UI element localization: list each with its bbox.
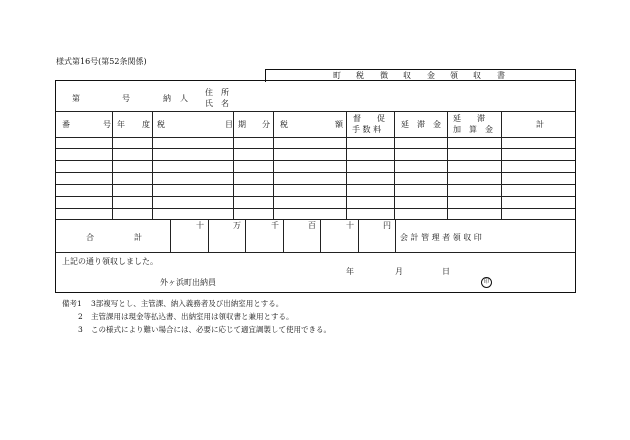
column-line — [208, 219, 209, 252]
date-month: 月 — [395, 267, 403, 276]
date-day: 日 — [442, 267, 450, 276]
title-char: 収 — [403, 71, 411, 80]
receipt-statement: 上記の通り領収しました。 — [62, 257, 158, 266]
header-tokusoku-1: 督 促 — [353, 114, 385, 123]
table-row-line — [56, 219, 575, 220]
table-row-line — [56, 172, 575, 173]
header-entai-kasan-1: 延 滞 — [453, 114, 485, 123]
table-row-line — [56, 184, 575, 185]
title-char: 税 — [356, 71, 364, 80]
payer-label-2: 人 — [180, 94, 188, 103]
unit-sen: 千 — [271, 221, 279, 230]
unit-en: 円 — [383, 221, 391, 230]
clerk-label: 外ヶ浜町出納員 — [160, 278, 216, 287]
title-char: 書 — [497, 71, 505, 80]
header-zei-b: 目 — [225, 120, 233, 129]
title-char: 領 — [450, 71, 458, 80]
column-line — [170, 219, 171, 252]
column-line — [346, 111, 347, 219]
header-zei-a: 税 — [157, 120, 165, 129]
title-char: 収 — [473, 71, 481, 80]
header-entai-kasan-2: 加 算 金 — [453, 125, 493, 134]
table-row-line — [56, 160, 575, 161]
note-text: この様式により難い場合には、必要に応じて適宜調製して使用できる。 — [91, 325, 331, 334]
total-label-a: 合 — [86, 233, 94, 242]
column-line — [245, 219, 246, 252]
note-number: 備考1 — [62, 299, 82, 308]
table-row-line — [56, 208, 575, 209]
header-bango-a: 番 — [62, 120, 70, 129]
column-line — [273, 111, 274, 219]
title-char: 徴 — [380, 71, 388, 80]
divider — [56, 252, 575, 253]
header-gaku-a: 税 — [280, 120, 288, 129]
divider — [56, 137, 575, 138]
name-label: 氏 名 — [205, 99, 229, 108]
table-row-line — [56, 196, 575, 197]
divider — [56, 111, 575, 112]
header-tokusoku-2: 手 数 料 — [352, 125, 382, 134]
header-entai: 延 滞 金 — [401, 120, 441, 129]
column-line — [152, 111, 153, 219]
header-kei: 計 — [536, 120, 544, 129]
column-line — [283, 219, 284, 252]
column-line — [394, 111, 395, 219]
column-line — [447, 111, 448, 219]
address-label: 住 所 — [205, 88, 229, 97]
header-kibun-b: 分 — [262, 120, 270, 129]
column-line — [320, 219, 321, 252]
payer-label-1: 納 — [163, 94, 171, 103]
unit-juu-man: 十 — [196, 221, 204, 230]
header-bango-b: 号 — [103, 120, 111, 129]
treasurer-receipt-seal-label: 会 計 管 理 者 領 収 印 — [400, 233, 482, 242]
header-nendo-a: 年 — [117, 120, 125, 129]
note-text: 3部複写とし、主管課、納入義務者及び出納室用とする。 — [91, 299, 284, 308]
note-text: 主管課用は現金等払込書、出納室用は領収書と兼用とする。 — [91, 312, 294, 321]
form-label: 様式第16号(第52条関係) — [56, 57, 147, 66]
header-nendo-b: 度 — [142, 120, 150, 129]
note-number: 2 — [78, 312, 83, 321]
unit-juu: 十 — [346, 221, 354, 230]
number-label-go: 号 — [122, 94, 130, 103]
header-kibun-a: 期 — [238, 120, 246, 129]
column-line — [233, 111, 234, 219]
column-line — [358, 219, 359, 252]
column-line — [501, 111, 502, 219]
column-line — [112, 111, 113, 219]
column-line — [395, 219, 396, 252]
title-char: 町 — [333, 71, 341, 80]
number-label-dai: 第 — [72, 94, 80, 103]
note-number: 3 — [78, 325, 83, 334]
seal-icon: 印 — [481, 277, 492, 288]
unit-hyaku: 百 — [308, 221, 316, 230]
total-label-b: 計 — [134, 233, 142, 242]
title-char: 金 — [427, 71, 435, 80]
unit-man: 万 — [233, 221, 241, 230]
title-box — [265, 69, 576, 82]
table-row-line — [56, 148, 575, 149]
header-gaku-b: 額 — [335, 120, 343, 129]
date-year: 年 — [346, 267, 354, 276]
